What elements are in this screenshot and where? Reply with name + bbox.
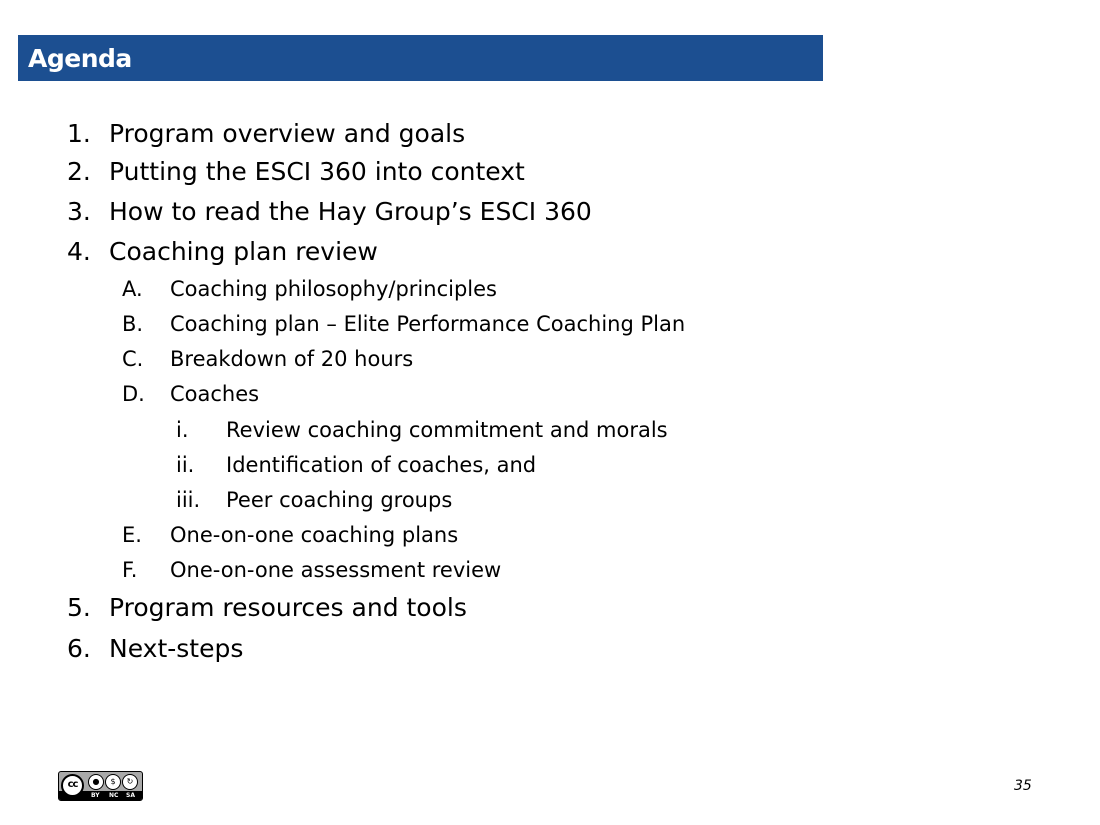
cc-license-badge [58, 771, 143, 801]
agenda-item-text: Peer coaching groups [226, 488, 453, 512]
nc-label: NC [109, 792, 119, 799]
agenda-item-marker: E. [122, 523, 142, 547]
agenda-item-text: One-on-one assessment review [170, 558, 502, 582]
agenda-item-text: Program overview and goals [109, 119, 466, 148]
agenda-item-text: Breakdown of 20 hours [170, 347, 414, 371]
agenda-item-text: Next-steps [109, 634, 244, 663]
agenda-item-marker: A. [122, 277, 143, 301]
agenda-item-marker: i. [176, 418, 189, 442]
agenda-item-text: Coaching philosophy/principles [170, 277, 497, 301]
agenda-item-marker: D. [122, 382, 145, 406]
agenda-item-text: How to read the Hay Group’s ESCI 360 [109, 197, 592, 226]
agenda-item-marker: F. [122, 558, 138, 582]
agenda-item-marker: 3. [67, 197, 91, 226]
sa-label: SA [126, 792, 135, 799]
page-title: Agenda [28, 44, 132, 73]
agenda-item-marker: iii. [176, 488, 201, 512]
agenda-item-text: Coaching plan review [109, 237, 378, 266]
by-label: BY [91, 792, 100, 799]
agenda-item-text: Program resources and tools [109, 593, 467, 622]
sa-icon: ↻ [122, 774, 138, 790]
agenda-item-marker: 2. [67, 157, 91, 186]
by-icon: ● [88, 774, 104, 790]
agenda-item-marker: B. [122, 312, 144, 336]
page-number: 35 [1014, 778, 1032, 794]
agenda-item-marker: 6. [67, 634, 91, 663]
agenda-item-text: Coaching plan – Elite Performance Coaching Plan [170, 312, 686, 336]
agenda-item-marker: C. [122, 347, 144, 371]
agenda-item-text: Identification of coaches, and [226, 453, 537, 477]
agenda-item-marker: 4. [67, 237, 91, 266]
agenda-item-marker: 1. [67, 119, 91, 148]
agenda-item-text: One-on-one coaching plans [170, 523, 459, 547]
agenda-item-text: Coaches [170, 382, 260, 406]
agenda-item-marker: 5. [67, 593, 91, 622]
title-bar [18, 35, 823, 81]
cc-icon: cc [61, 774, 84, 797]
agenda-item-marker: ii. [176, 453, 195, 477]
agenda-item-text: Putting the ESCI 360 into context [109, 157, 525, 186]
agenda-item-text: Review coaching commitment and morals [226, 418, 668, 442]
nc-icon: $ [105, 774, 121, 790]
